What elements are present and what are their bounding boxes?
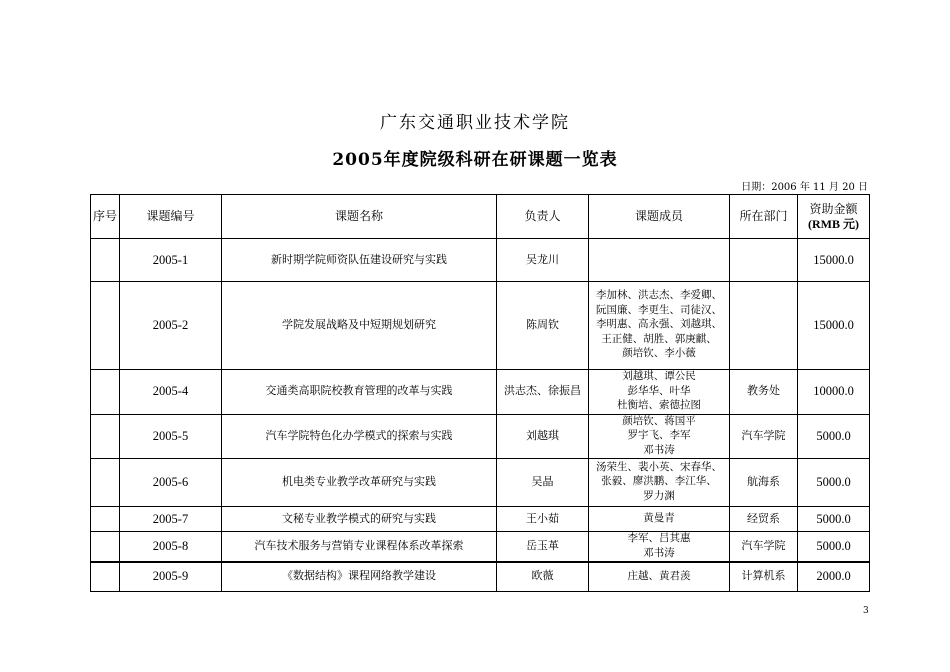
document-title: 2005年度院级科研在研课题一览表	[332, 150, 618, 170]
code-cell: 2005-7	[120, 507, 222, 532]
member-line: 李加林、洪志杰、李爱卿、	[596, 290, 722, 302]
member-line: 颜培钦、蒋国平	[622, 415, 696, 427]
table-row	[91, 370, 870, 415]
dept-cell: 航海系	[730, 459, 798, 507]
project-name-cell: 汽车技术服务与营销专业课程体系改革探索	[222, 532, 497, 563]
col-header-amount-label: 资助金额	[809, 201, 858, 216]
members-cell	[589, 459, 730, 507]
code-cell: 2005-6	[120, 459, 222, 507]
leader-cell: 洪志杰、徐振昌	[497, 370, 589, 415]
code-cell: 2005-5	[120, 414, 222, 459]
members-cell	[589, 414, 730, 459]
table-header-row	[91, 195, 870, 239]
member-line: 黄曼青	[643, 512, 675, 524]
code-cell: 2005-2	[120, 282, 222, 370]
project-name-cell: 交通类高职院校教育管理的改革与实践	[222, 370, 497, 415]
col-header-dept: 所在部门	[730, 195, 798, 239]
dept-cell: 经贸系	[730, 507, 798, 532]
members-cell	[589, 532, 730, 563]
col-header-name: 课题名称	[222, 195, 497, 239]
leader-cell: 吴龙川	[497, 239, 589, 282]
member-line: 罗宇飞、李军	[627, 430, 691, 441]
dept-cell	[730, 282, 798, 370]
member-line: 刘越琪、谭公民	[622, 371, 696, 382]
leader-cell: 岳玉革	[497, 532, 589, 563]
members-cell	[589, 562, 730, 591]
code-cell: 2005-8	[120, 532, 222, 563]
project-name-cell: 机电类专业教学改革研究与实践	[222, 459, 497, 507]
dept-cell: 汽车学院	[730, 532, 798, 563]
code-cell: 2005-4	[120, 370, 222, 415]
col-header-leader: 负责人	[497, 195, 589, 239]
amount-cell: 5000.0	[798, 507, 870, 532]
leader-cell: 欧薇	[497, 562, 589, 591]
institution-name: 广东交通职业技术学院	[380, 113, 570, 133]
member-line: 罗力渊	[643, 490, 675, 502]
table-row	[91, 562, 870, 591]
seq-cell	[91, 532, 120, 563]
dept-cell	[730, 239, 798, 282]
amount-cell: 5000.0	[798, 532, 870, 563]
dept-cell: 计算机系	[730, 562, 798, 591]
member-line: 颜培钦、李小薇	[622, 348, 696, 360]
table-row	[91, 532, 870, 563]
table-row	[91, 414, 870, 459]
table-row	[91, 459, 870, 507]
document-date: 日期：2006 年 11 月 20 日	[741, 182, 868, 193]
members-cell	[589, 370, 730, 415]
dept-cell: 汽车学院	[730, 414, 798, 459]
project-name-cell: 汽车学院特色化办学模式的探索与实践	[222, 414, 497, 459]
members-cell	[589, 239, 730, 282]
member-line: 张毅、廖洪鹏、李江华、	[601, 476, 717, 488]
code-cell: 2005-1	[120, 239, 222, 282]
projects-table	[90, 194, 870, 592]
amount-cell: 15000.0	[798, 282, 870, 370]
seq-cell	[91, 282, 120, 370]
project-name-cell: 新时期学院师资队伍建设研究与实践	[222, 239, 497, 282]
member-line: 李明惠、高永强、刘越琪、	[596, 319, 722, 331]
member-line: 阮国廉、李更生、司徒汉、	[596, 304, 722, 316]
project-name-cell: 文秘专业教学模式的研究与实践	[222, 507, 497, 532]
seq-cell	[91, 414, 120, 459]
col-header-members: 课题成员	[589, 195, 730, 239]
project-name-cell: 学院发展战略及中短期规划研究	[222, 282, 497, 370]
seq-cell	[91, 562, 120, 591]
table-row	[91, 239, 870, 282]
member-line: 王正健、胡胜、郭庚麒、	[601, 333, 717, 345]
page-number: 3	[863, 606, 869, 616]
col-header-seq: 序号	[91, 195, 120, 239]
col-header-amount	[798, 195, 870, 239]
col-header-code: 课题编号	[120, 195, 222, 239]
seq-cell	[91, 239, 120, 282]
members-cell	[589, 507, 730, 532]
leader-cell: 陈周钦	[497, 282, 589, 370]
member-line: 邓书涛	[643, 444, 675, 456]
leader-cell: 吴晶	[497, 459, 589, 507]
seq-cell	[91, 370, 120, 415]
amount-cell: 10000.0	[798, 370, 870, 415]
members-cell	[589, 282, 730, 370]
member-line: 邓书涛	[643, 547, 675, 559]
member-line: 杜衡培、索德拉图	[617, 400, 701, 411]
dept-cell: 教务处	[730, 370, 798, 415]
member-line: 汤荣生、裴小英、宋春华、	[596, 461, 722, 473]
seq-cell	[91, 459, 120, 507]
member-line: 李军、吕其惠	[627, 533, 691, 544]
amount-cell: 5000.0	[798, 414, 870, 459]
leader-cell: 王小茹	[497, 507, 589, 532]
table-row	[91, 507, 870, 532]
seq-cell	[91, 507, 120, 532]
amount-cell: 5000.0	[798, 459, 870, 507]
member-line: 庄越、黄君羡	[627, 570, 691, 582]
amount-cell: 2000.0	[798, 562, 870, 591]
col-header-amount-unit: (RMB 元)	[808, 216, 859, 231]
leader-cell: 刘越琪	[497, 414, 589, 459]
project-name-cell: 《数据结构》课程网络教学建设	[222, 562, 497, 591]
member-line: 彭华华、叶华	[627, 385, 691, 397]
table-row	[91, 282, 870, 370]
code-cell: 2005-9	[120, 562, 222, 591]
amount-cell: 15000.0	[798, 239, 870, 282]
